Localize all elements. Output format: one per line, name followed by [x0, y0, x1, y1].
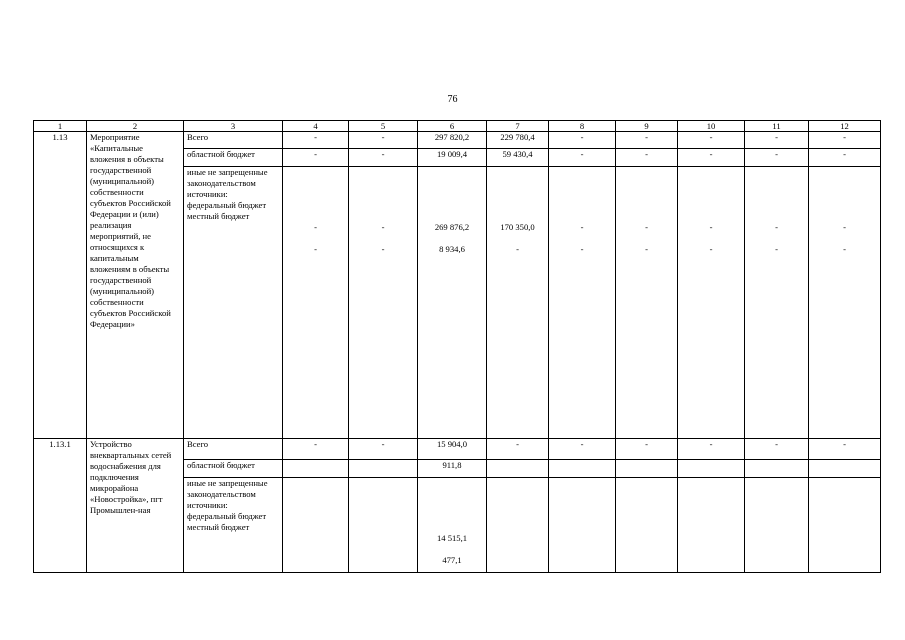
value-cell: - — [487, 439, 549, 460]
value-cell — [616, 167, 678, 439]
value-cell — [678, 478, 745, 573]
header-cell: 1 — [34, 121, 87, 132]
value-cell: - — [809, 132, 881, 149]
source-label: областной бюджет — [184, 460, 283, 478]
source-label: областной бюджет — [184, 149, 283, 167]
federal-value: 14 515,1 — [436, 533, 468, 543]
header-cell: 5 — [349, 121, 418, 132]
value-cell: - — [349, 149, 418, 167]
value-cell: 297 820,2 — [418, 132, 487, 149]
value-cell: 59 430,4 — [487, 149, 549, 167]
local-value: 477,1 — [442, 555, 462, 565]
local-value: - — [709, 244, 713, 254]
local-value: 8 934,6 — [439, 244, 465, 254]
value-cell — [745, 478, 809, 573]
value-cell — [549, 478, 616, 573]
value-cell: 229 780,4 — [487, 132, 549, 149]
value-cell — [616, 478, 678, 573]
value-cell: - — [616, 132, 678, 149]
value-cell — [549, 167, 616, 439]
federal-value: - — [843, 222, 846, 232]
value-cell: - — [283, 439, 349, 460]
value-cell: 19 009,4 — [418, 149, 487, 167]
value-cell — [349, 460, 418, 478]
value-cell: - — [678, 149, 745, 167]
value-cell — [487, 167, 549, 439]
row-number: 1.13 — [34, 132, 87, 439]
value-cell: - — [809, 149, 881, 167]
source-label: федеральный бюджет — [187, 511, 267, 521]
value-cell — [745, 167, 809, 439]
value-cell — [678, 167, 745, 439]
header-cell: 12 — [809, 121, 881, 132]
header-cell: 11 — [745, 121, 809, 132]
other-sources-label: иные не запрещенные законодательством источники: — [187, 478, 268, 510]
federal-value: - — [709, 222, 713, 232]
header-cell: 7 — [487, 121, 549, 132]
value-cell — [809, 460, 881, 478]
local-value: - — [580, 244, 584, 254]
value-cell — [549, 460, 616, 478]
federal-value: 170 350,0 — [500, 222, 535, 232]
value-cell — [487, 460, 549, 478]
page-number: 76 — [447, 94, 458, 105]
source-label: местный бюджет — [187, 211, 250, 221]
federal-value: - — [775, 222, 778, 232]
value-cell: - — [349, 439, 418, 460]
value-cell: - — [745, 132, 809, 149]
value-cell — [745, 460, 809, 478]
federal-value: - — [314, 222, 317, 232]
value-cell: - — [549, 149, 616, 167]
header-cell: 10 — [678, 121, 745, 132]
source-group — [184, 167, 283, 439]
header-cell: 8 — [549, 121, 616, 132]
federal-value: - — [580, 222, 584, 232]
header-cell: 4 — [283, 121, 349, 132]
local-value: - — [843, 244, 846, 254]
value-cell: - — [283, 149, 349, 167]
value-cell — [349, 478, 418, 573]
value-cell — [283, 167, 349, 439]
value-cell: 15 904,0 — [418, 439, 487, 460]
source-label: федеральный бюджет — [187, 200, 267, 210]
local-value: - — [645, 244, 648, 254]
header-cell: 3 — [184, 121, 283, 132]
source-label: местный бюджет — [187, 522, 250, 532]
measure-name: Устройство внеквартальных сетей водоснабжения для подключения микрорайона «Новостройка», пгт Промышлен-ная — [87, 439, 184, 573]
value-cell — [283, 478, 349, 573]
table-row — [34, 439, 881, 460]
source-label: Всего — [184, 132, 283, 149]
header-row — [34, 121, 881, 132]
federal-value: 269 876,2 — [434, 222, 470, 232]
header-cell: 6 — [418, 121, 487, 132]
row-number: 1.13.1 — [34, 439, 87, 573]
measure-name: Мероприятие «Капитальные вложения в объекты государственной (муниципальной) собственности субъектов Российской Федерации и (или) реализация мероприятий, не относящихся к капитальным вложениям в объекты государственной (муниципальной) собственности субъектов Российской Федерации» — [87, 132, 184, 439]
value-cell: - — [349, 132, 418, 149]
header-cell: 2 — [87, 121, 184, 132]
value-cell — [349, 167, 418, 439]
value-cell: - — [283, 132, 349, 149]
table-row — [34, 132, 881, 149]
value-cell: - — [616, 149, 678, 167]
header-cell: 9 — [616, 121, 678, 132]
value-cell — [418, 167, 487, 439]
value-cell — [678, 460, 745, 478]
value-cell: - — [678, 132, 745, 149]
value-cell: - — [616, 439, 678, 460]
value-cell — [616, 460, 678, 478]
value-cell: 911,8 — [418, 460, 487, 478]
value-cell: - — [745, 439, 809, 460]
value-cell — [418, 478, 487, 573]
local-value: - — [381, 244, 385, 254]
value-cell — [809, 167, 881, 439]
value-cell: - — [678, 439, 745, 460]
local-value: - — [775, 244, 778, 254]
budget-table — [33, 120, 881, 573]
source-group — [184, 478, 283, 573]
source-label: Всего — [184, 439, 283, 460]
value-cell: - — [809, 439, 881, 460]
value-cell: - — [549, 132, 616, 149]
value-cell: - — [549, 439, 616, 460]
value-cell: - — [745, 149, 809, 167]
local-value: - — [314, 244, 317, 254]
value-cell — [487, 478, 549, 573]
value-cell — [809, 478, 881, 573]
federal-value: - — [645, 222, 648, 232]
federal-value: - — [381, 222, 385, 232]
local-value: - — [516, 244, 519, 254]
value-cell — [283, 460, 349, 478]
other-sources-label: иные не запрещенные законодательством источники: — [187, 167, 268, 199]
